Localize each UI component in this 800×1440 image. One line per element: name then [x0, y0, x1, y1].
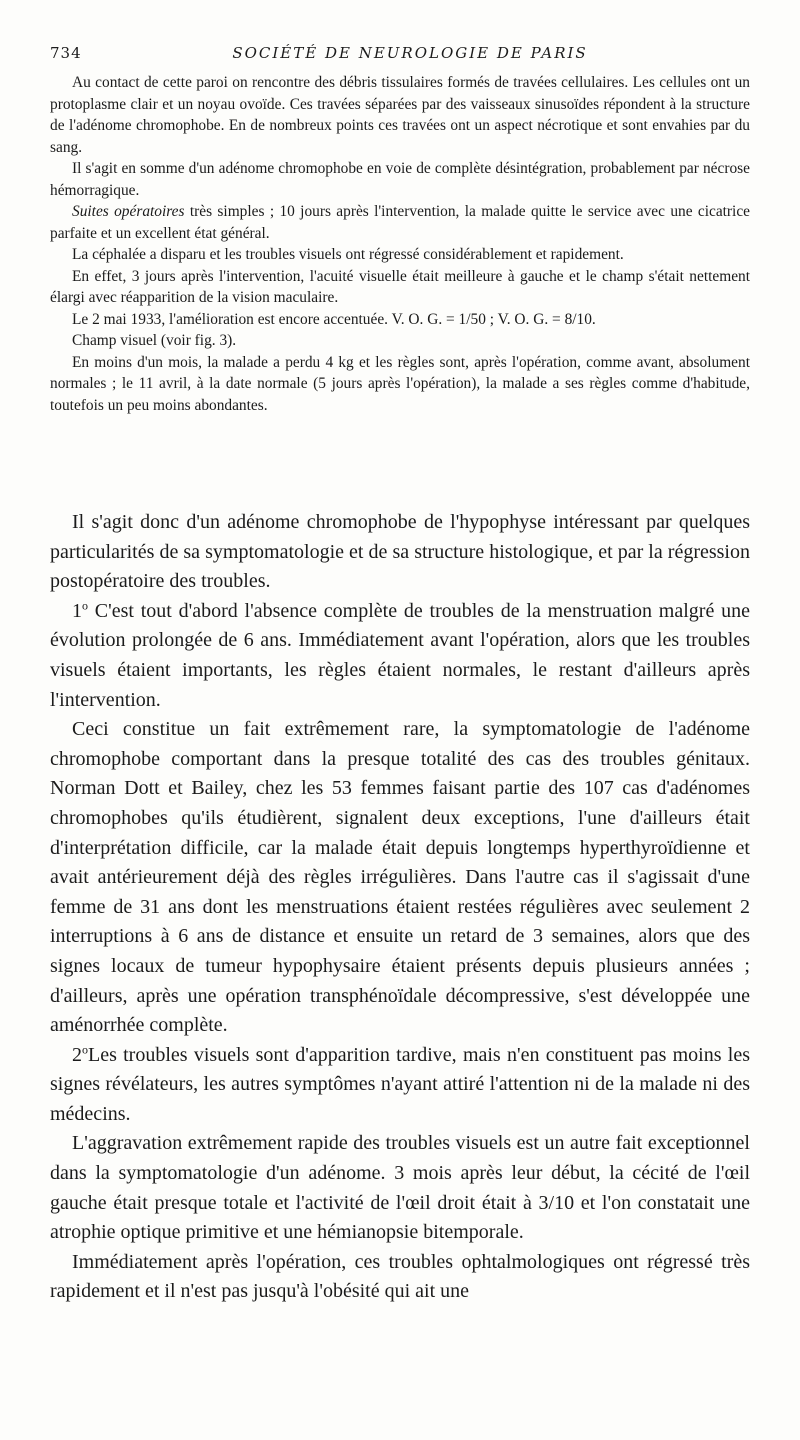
paragraph: Champ visuel (voir fig. 3).	[72, 332, 237, 349]
paragraph: Au contact de cette paroi on rencontre des débris tissulaires formés de travées cellulaires. Les cellules ont un protoplasme clair et un noyau ovoïde. Ces travées séparées par des vaisseaux sinusoïdes répondent à la structure de l'adénome chromophobe. En de nombreux points ces travées ont un aspect nécrotique et sont envahies par du sang.	[50, 74, 750, 156]
paragraph: En effet, 3 jours après l'intervention, l'acuité visuelle était meilleure à gauche et le champ s'était nettement élargi avec réapparition de la vision maculaire.	[50, 267, 750, 306]
case-report-section	[50, 72, 750, 416]
paragraph	[50, 201, 750, 244]
list-number: 2	[72, 1043, 82, 1066]
paragraph: Le 2 mai 1933, l'amélioration est encore accentuée. V. O. G. = 1/50 ; V. O. G. = 8/10.	[72, 310, 596, 328]
paragraph-text: C'est tout d'abord l'absence complète de troubles de la menstruation malgré une évolution prolongée de 6 ans. Immédiatement avant l'opération, alors que les troubles visuels étaient importants, les règles étaient normales, le restant d'ailleurs après l'intervention.	[50, 599, 750, 711]
paragraph: L'aggravation extrêmement rapide des troubles visuels est un autre fait exceptionnel dans la symptomatologie d'un adénome. 3 mois après leur début, la cécité de l'œil gauche était presque totale et l'activité de l'œil droit était à 3/10 et l'on constatait une atrophie optique primitive et une hémianopsie bitemporale.	[50, 1132, 750, 1244]
paragraph: En moins d'un mois, la malade a perdu 4 kg et les règles sont, après l'opération, comme avant, absolument normales ; le 11 avril, à la date normale (5 jours après l'opération), la malade a ses règles comme d'habitude, toutefois un peu moins abondantes.	[50, 353, 750, 414]
list-number: 1	[72, 599, 82, 622]
page-header	[50, 44, 750, 64]
ordinal-marker: o	[82, 598, 88, 613]
paragraph: Il s'agit en somme d'un adénome chromophobe en voie de complète désintégration, probablement par nécrose hémorragique.	[50, 160, 750, 199]
paragraph: La céphalée a disparu et les troubles visuels ont régressé considérablement et rapidement.	[72, 246, 624, 263]
discussion-section	[50, 508, 750, 1307]
paragraph: Il s'agit donc d'un adénome chromophobe de l'hypophyse intéressant par quelques particularités de sa symptomatologie et de sa structure histologique, et par la régression postopératoire des troubles.	[50, 511, 750, 593]
ordinal-marker: o	[82, 1042, 88, 1057]
page-number: 734	[50, 44, 82, 62]
italic-heading: Suites opératoires	[72, 203, 185, 220]
paragraph-text: très simples ; 10 jours après l'intervention, la malade quitte le service avec une cicatrice parfaite et un excellent état général.	[50, 203, 750, 242]
paragraph: Immédiatement après l'opération, ces troubles ophtalmologiques ont régressé très rapidement et il n'est pas jusqu'à l'obésité qui ait une	[50, 1250, 750, 1303]
paragraph	[50, 597, 750, 715]
paragraph	[50, 1041, 750, 1130]
paragraph: Ceci constitue un fait extrêmement rare, la symptomatologie de l'adénome chromophobe comportant dans la presque totalité des cas des troubles génitaux. Norman Dott et Bailey, chez les 53 femmes faisant partie des 107 cas d'adénomes chromophobes qu'ils étudièrent, signalent deux exceptions, l'une d'ailleurs était d'interprétation difficile, car la malade était depuis longtemps hyperthyroïdienne et avait antérieurement déjà des règles irrégulières. Dans l'autre cas il s'agissait d'une femme de 31 ans dont les menstruations étaient restées régulières avec seulement 2 interruptions à 6 ans de distance et ensuite un retard de 3 semaines, alors que des signes locaux de tumeur hypophysaire étaient présents depuis plusieurs années ; d'ailleurs, après une opération transphénoïdale décompressive, s'est développée une aménorrhée complète.	[50, 718, 750, 1037]
paragraph-text: Les troubles visuels sont d'apparition tardive, mais n'en constituent pas moins les signes révélateurs, les autres symptômes n'ayant attiré l'attention ni de la malade ni des médecins.	[50, 1043, 750, 1125]
running-title: SOCIÉTÉ DE NEUROLOGIE DE PARIS	[232, 44, 588, 62]
